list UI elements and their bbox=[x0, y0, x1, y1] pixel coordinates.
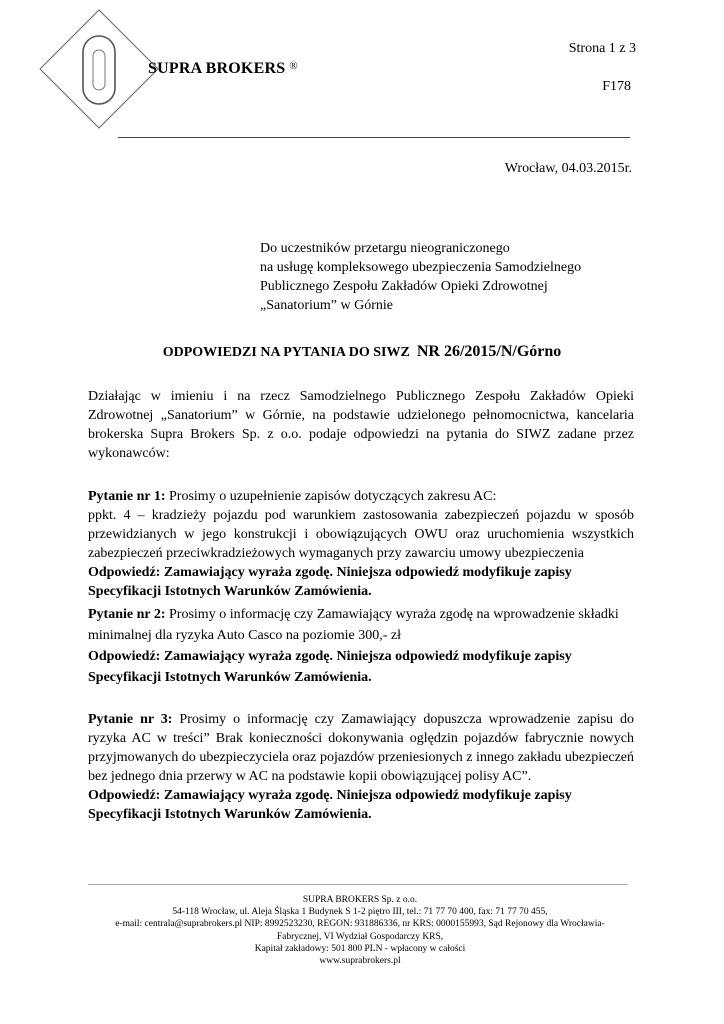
question-1-block bbox=[88, 487, 634, 601]
footer-divider bbox=[88, 884, 628, 885]
answer-text: Zamawiający wyraża zgodę. Niniejsza odpowiedź modyfikuje zapisy Specyfikacji Istotnych Warunków Zamówienia. bbox=[88, 649, 572, 685]
footer-court: Fabrycznej, VI Wydział Gospodarczy KRS, bbox=[276, 931, 444, 942]
question-label: Pytanie nr 3: bbox=[88, 712, 173, 727]
addressee-line: Do uczestników przetargu nieograniczonego bbox=[260, 241, 510, 256]
addressee-line: Publicznego Zespołu Zakładów Opieki Zdrowotnej bbox=[260, 279, 548, 294]
brand-name-text: SUPRA BROKERS bbox=[148, 60, 286, 77]
document-number: NR 26/2015/N/Górno bbox=[416, 343, 562, 360]
question-text: Prosimy o uzupełnienie zapisów dotyczących zakresu AC: bbox=[169, 489, 497, 504]
addressee-line: na usługę kompleksowego ubezpieczenia Samodzielnego bbox=[260, 260, 582, 275]
footer-address: 54-118 Wrocław, ul. Aleja Śląska 1 Budynek S 1-2 piętro III, tel.: 71 77 70 400, fax: 71 77 70 455, bbox=[172, 907, 548, 918]
question-3 bbox=[88, 710, 634, 786]
question-text: Prosimy o informację czy Zamawiający wyraża zgodę na wprowadzenie składki minimalnej dla ryzyka Auto Casco na poziomie 300,- zł bbox=[88, 607, 619, 643]
addressee-line: „Sanatorium” w Górnie bbox=[260, 298, 393, 313]
answer-2 bbox=[88, 646, 634, 688]
document-title bbox=[0, 343, 724, 361]
registered-mark: ® bbox=[289, 60, 298, 72]
footer-website: www.suprabrokers.pl bbox=[319, 956, 401, 967]
brand-name bbox=[148, 60, 298, 78]
intro-paragraph: Działając w imieniu i na rzecz Samodzielnego Publicznego Zespołu Zakładów Opieki Zdrowotnej „Sanatorium” w Górnie, na podstawie udzielonego pełnomocnictwa, kancelaria brokerska Supra Brokers Sp. z o.o. podaje odpowiedzi na pytania do SIWZ zadane przez wykonawców: bbox=[88, 389, 634, 461]
document-title-text: ODPOWIEDZI NA PYTANIA DO SIWZ bbox=[162, 345, 410, 360]
answer-3 bbox=[88, 786, 634, 824]
answer-text: Zamawiający wyraża zgodę. Niniejsza odpowiedź modyfikuje zapisy Specyfikacji Istotnych Warunków Zamówienia. bbox=[88, 565, 572, 599]
date-line: Wrocław, 04.03.2015r. bbox=[504, 161, 632, 176]
question-2-block bbox=[88, 604, 634, 688]
answer-text: Zamawiający wyraża zgodę. Niniejsza odpowiedź modyfikuje zapisy Specyfikacji Istotnych Warunków Zamówienia. bbox=[88, 788, 572, 822]
supra-brokers-logo-icon bbox=[38, 8, 160, 130]
answer-label: Odpowiedź: bbox=[88, 649, 161, 664]
question-2 bbox=[88, 604, 634, 646]
question-text: Prosimy o informację czy Zamawiający dopuszcza wprowadzenie zapisu do ryzyka AC w treści” Brak konieczności dokonywania oględzin pojazdów fabrycznie nowych przyjmowanych do ubezpieczyciela oraz pojazdów przeniesionych z innego zakładu ubezpieczeń bez jednego dnia przerwy w AC na podstawie kopii obowiązującej polisy AC”. bbox=[88, 712, 634, 784]
addressee-block bbox=[260, 239, 581, 315]
footer-registry: e-mail: centrala@suprabrokers.pl NIP: 8992523230, REGON: 931886336, nr KRS: 0000155993, Sąd Rejonowy dla Wrocławia- bbox=[115, 919, 605, 930]
answer-label: Odpowiedź: bbox=[88, 788, 161, 803]
footer-company: SUPRA BROKERS Sp. z o.o. bbox=[302, 895, 418, 905]
form-code: F178 bbox=[602, 79, 631, 94]
question-detail: ppkt. 4 – kradzieży pojazdu pod warunkiem zastosowania zabezpieczeń pojazdu w sposób przewidzianych w jego konstrukcji i obowiązujących OWU oraz uruchomienia wszystkich zabezpieczeń przeciwkradzieżowych wymaganych przy zawarciu umowy ubezpieczenia bbox=[88, 508, 634, 561]
question-label: Pytanie nr 2: bbox=[88, 607, 166, 622]
question-3-block bbox=[88, 710, 634, 824]
answer-1 bbox=[88, 563, 634, 601]
question-1 bbox=[88, 487, 634, 506]
page-indicator: Strona 1 z 3 bbox=[568, 41, 636, 56]
question-label: Pytanie nr 1: bbox=[88, 489, 166, 504]
answer-label: Odpowiedź: bbox=[88, 565, 161, 580]
header-divider bbox=[118, 137, 630, 138]
footer-capital: Kapitał zakładowy: 501 800 PLN - wpłacony w całości bbox=[254, 943, 466, 954]
footer bbox=[60, 894, 660, 967]
